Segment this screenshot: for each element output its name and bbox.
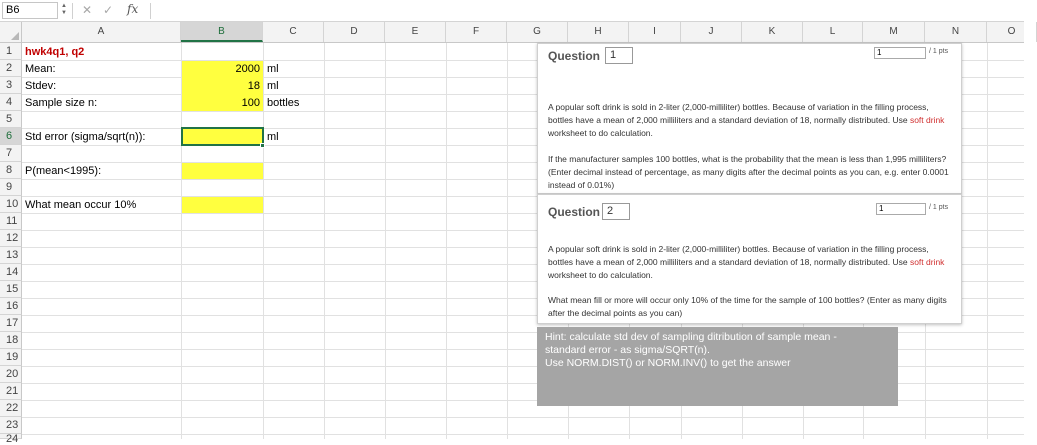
question-1-prompt: If the manufacturer samples 100 bottles, what is the probability that the mean is less than 1,995 milliliters? (Enter decimal instead of percentage, as many digits after the decimal points as you can, e.g. enter 0.0001 instead of 0.01%)	[548, 154, 949, 190]
column-header-f[interactable]: F	[446, 22, 507, 42]
formula-bar-divider	[72, 3, 73, 19]
check-icon[interactable]: ✓	[103, 3, 114, 17]
formula-bar-divider-2	[150, 3, 151, 19]
column-header-e[interactable]: E	[385, 22, 446, 42]
cell-a1[interactable]: hwk4q1, q2	[25, 46, 85, 58]
column-header-a[interactable]: A	[22, 22, 181, 42]
row-header-14[interactable]: 14	[0, 264, 22, 281]
column-header-b[interactable]: B	[181, 22, 263, 42]
question-2-number: 2	[602, 203, 630, 220]
row-header-21[interactable]: 21	[0, 383, 22, 400]
soft-drink-link-2[interactable]: soft drink	[909, 257, 945, 267]
row-header-11[interactable]: 11	[0, 213, 22, 230]
row-header-12[interactable]: 12	[0, 230, 22, 247]
cell-a4[interactable]: Sample size n:	[25, 97, 98, 109]
name-box[interactable]: B6	[2, 2, 58, 19]
row-header-10[interactable]: 10	[0, 196, 22, 213]
hint-line-2: standard error - as sigma/SQRT(n).	[545, 344, 710, 356]
question-1-title: Question	[548, 49, 601, 63]
grid-line	[22, 417, 1024, 418]
row-header-7[interactable]: 7	[0, 145, 22, 162]
fx-icon[interactable]: fx	[127, 2, 139, 16]
column-header-m[interactable]: M	[863, 22, 925, 42]
row-header-5[interactable]: 5	[0, 111, 22, 128]
formula-bar	[0, 0, 1024, 22]
row-header-17[interactable]: 17	[0, 315, 22, 332]
column-header-o[interactable]: O	[987, 22, 1037, 42]
column-header-n[interactable]: N	[925, 22, 987, 42]
row-header-6[interactable]: 6	[0, 128, 22, 145]
cell-c3[interactable]: ml	[267, 80, 279, 92]
row-header-22[interactable]: 22	[0, 400, 22, 417]
column-header-c[interactable]: C	[263, 22, 324, 42]
grid-line	[324, 43, 325, 439]
x-icon[interactable]: ✕	[82, 3, 93, 17]
column-header-i[interactable]: I	[629, 22, 681, 42]
soft-drink-link[interactable]: soft drink	[909, 115, 945, 125]
column-header-h[interactable]: H	[568, 22, 629, 42]
row-header-16[interactable]: 16	[0, 298, 22, 315]
column-header-k[interactable]: K	[742, 22, 803, 42]
grid-line	[507, 43, 508, 439]
highlight-b10[interactable]	[182, 197, 263, 213]
row-header-3[interactable]: 3	[0, 77, 22, 94]
question-2-title: Question	[548, 205, 601, 219]
cell-b2[interactable]: 2000	[235, 63, 260, 75]
question-2-body: A popular soft drink is sold in 2-liter (2,000-milliliter) bottles. Because of variation in the filling process, bottles have a mean of 2,000 milliliters and a standard deviation of 18, normally distributed. Use soft drink worksheet to do calculation.	[548, 244, 945, 280]
cell-a3[interactable]: Stdev:	[25, 80, 57, 92]
row-header-24[interactable]: 24	[0, 434, 22, 439]
hint-line-3: Use NORM.DIST() or NORM.INV() to get the answer	[545, 357, 791, 369]
row-header-4[interactable]: 4	[0, 94, 22, 111]
question-1-panel	[537, 43, 962, 194]
cell-a2[interactable]: Mean:	[25, 63, 56, 75]
question-2-score-input[interactable]: 1	[876, 203, 926, 215]
select-all-corner[interactable]	[0, 22, 22, 42]
column-header-d[interactable]: D	[324, 22, 385, 42]
grid-line	[446, 43, 447, 439]
grid-line	[385, 43, 386, 439]
question-2-points: / 1 pts	[929, 204, 949, 211]
column-header-l[interactable]: L	[803, 22, 863, 42]
row-header-19[interactable]: 19	[0, 349, 22, 366]
cell-c6[interactable]: ml	[267, 131, 279, 143]
question-2-prompt: What mean fill or more will occur only 10% of the time for the sample of 100 bottles? (Enter as many digits after the decimal points as you can)	[548, 295, 947, 318]
cell-c2[interactable]: ml	[267, 63, 279, 75]
grid-line	[987, 43, 988, 439]
row-header-1[interactable]: 1	[0, 43, 22, 60]
question-1-number: 1	[605, 47, 633, 64]
cell-a6[interactable]: Std error (sigma/sqrt(n)):	[25, 131, 146, 143]
row-header-8[interactable]: 8	[0, 162, 22, 179]
column-header-row	[0, 22, 1024, 43]
column-header-j[interactable]: J	[681, 22, 742, 42]
grid-line	[22, 434, 1024, 435]
cell-c4[interactable]: bottles	[267, 97, 300, 109]
question-1-points: / 1 pts	[929, 48, 949, 55]
row-header-15[interactable]: 15	[0, 281, 22, 298]
row-header-18[interactable]: 18	[0, 332, 22, 349]
selected-cell-b6[interactable]	[181, 127, 264, 146]
cell-b3[interactable]: 18	[247, 80, 260, 92]
question-1-body: A popular soft drink is sold in 2-liter (2,000-milliliter) bottles. Because of variation in the filling process, bottles have a mean of 2,000 milliliters and a standard deviation of 18, normally distributed. Use soft drink worksheet to do calculation.	[548, 102, 945, 138]
cell-a10[interactable]: What mean occur 10%	[25, 199, 137, 211]
hint-textbox[interactable]	[537, 327, 898, 406]
cell-b4[interactable]: 100	[241, 97, 260, 109]
column-header-g[interactable]: G	[507, 22, 568, 42]
hint-line-1: Hint: calculate std dev of sampling ditribution of sample mean -	[545, 331, 837, 343]
highlight-b8[interactable]	[182, 163, 263, 179]
cell-a8[interactable]: P(mean<1995):	[25, 165, 102, 177]
name-box-dropdown-icon[interactable]: ▲ ▼	[61, 3, 67, 16]
row-header-20[interactable]: 20	[0, 366, 22, 383]
row-header-2[interactable]: 2	[0, 60, 22, 77]
question-2-panel	[537, 194, 962, 324]
row-header-9[interactable]: 9	[0, 179, 22, 196]
row-header-13[interactable]: 13	[0, 247, 22, 264]
question-1-score-input[interactable]: 1	[874, 47, 926, 59]
formula-input[interactable]	[154, 3, 1014, 19]
row-header-23[interactable]: 23	[0, 417, 22, 434]
